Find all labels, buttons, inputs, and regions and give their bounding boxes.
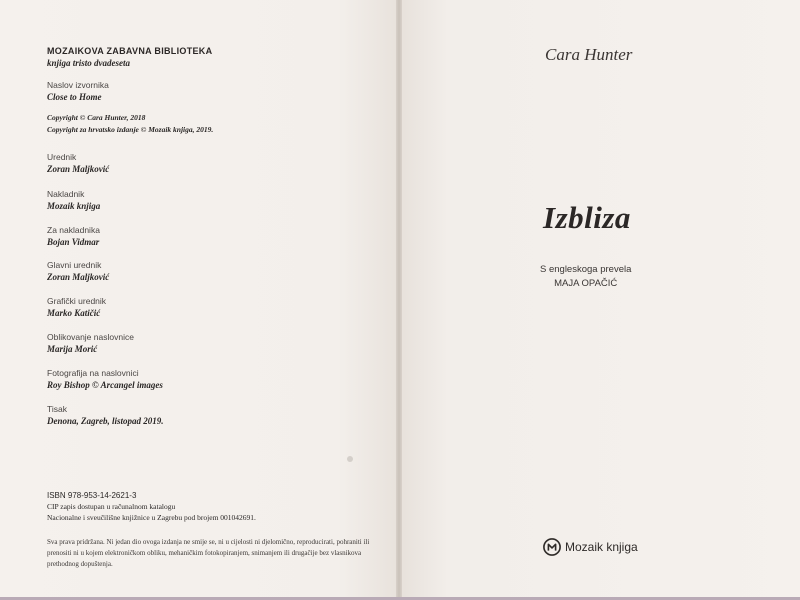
translator-block <box>540 263 631 291</box>
original-title-value: Close to Home <box>47 92 102 102</box>
original-title-label: Naslov izvornika <box>47 80 109 90</box>
series-number: knjiga tristo dvadeseta <box>47 58 130 68</box>
credit-field <box>47 332 134 355</box>
translator-name: MAJA OPAČIĆ <box>554 278 618 289</box>
credit-field <box>47 368 163 391</box>
credit-value: Zoran Maljković <box>47 164 110 174</box>
copyright-publisher: Copyright za hrvatsko izdanje © Mozaik knjiga, 2019. <box>47 125 214 134</box>
series-name: MOZAIKOVA ZABAVNA BIBLIOTEKA <box>47 46 213 56</box>
translator-line: S engleskoga prevela <box>540 264 632 275</box>
credit-label: Oblikovanje naslovnice <box>47 332 134 342</box>
isbn: ISBN 978-953-14-2621-3 <box>47 491 137 500</box>
credit-label: Nakladnik <box>47 189 85 199</box>
credit-value: Marija Morić <box>47 344 98 354</box>
mozaik-m-circle-icon <box>543 538 561 556</box>
credit-field <box>47 189 100 212</box>
original-title-field <box>47 80 109 103</box>
publisher-logo-text: Mozaik knjiga <box>565 540 638 554</box>
credit-label: Tisak <box>47 404 67 414</box>
credit-value: Marko Katičić <box>47 308 101 318</box>
left-page <box>0 0 398 600</box>
credit-value: Roy Bishop © Arcangel images <box>47 380 163 390</box>
right-page <box>400 0 800 600</box>
copyright-author: Copyright © Cara Hunter, 2018 <box>47 113 146 122</box>
credit-field <box>47 296 106 319</box>
credit-value: Zoran Maljković <box>47 272 110 282</box>
book-title: Izbliza <box>543 200 631 235</box>
credit-value: Denona, Zagreb, listopad 2019. <box>47 416 164 426</box>
copyright-block <box>47 112 213 136</box>
credit-label: Glavni urednik <box>47 260 102 270</box>
credit-field <box>47 404 164 427</box>
credit-label: Za nakladnika <box>47 225 100 235</box>
credit-value: Bojan Vidmar <box>47 237 100 247</box>
isbn-block <box>47 490 256 523</box>
credit-value: Mozaik knjiga <box>47 201 101 211</box>
book-gutter <box>396 0 402 600</box>
author-name: Cara Hunter <box>545 45 633 64</box>
cip-line-1: CIP zapis dostupan u računalnom katalogu <box>47 502 176 511</box>
cip-line-2: Nacionalne i sveučilišne knjižnice u Zagrebu pod brojem 001042691. <box>47 513 256 522</box>
paper-blemish <box>347 456 353 462</box>
credit-label: Urednik <box>47 152 77 162</box>
publisher-logo <box>543 538 638 556</box>
rights-notice: Sva prava pridržana. Ni jedan dio ovoga izdanja ne smije se, ni u cijelosti ni djelomično, reproducirati, pohraniti ili prenositi ni u kojem elektroničkom obliku, mehaničkim fotokopiranjem, snimanjem ili drugačije bez vlasnikova prethodnog dopuštenja. <box>47 538 370 568</box>
credit-label: Fotografija na naslovnici <box>47 368 139 378</box>
credit-field <box>47 225 100 248</box>
credit-field <box>47 260 109 283</box>
credit-field <box>47 152 109 175</box>
credit-label: Grafički urednik <box>47 296 107 306</box>
